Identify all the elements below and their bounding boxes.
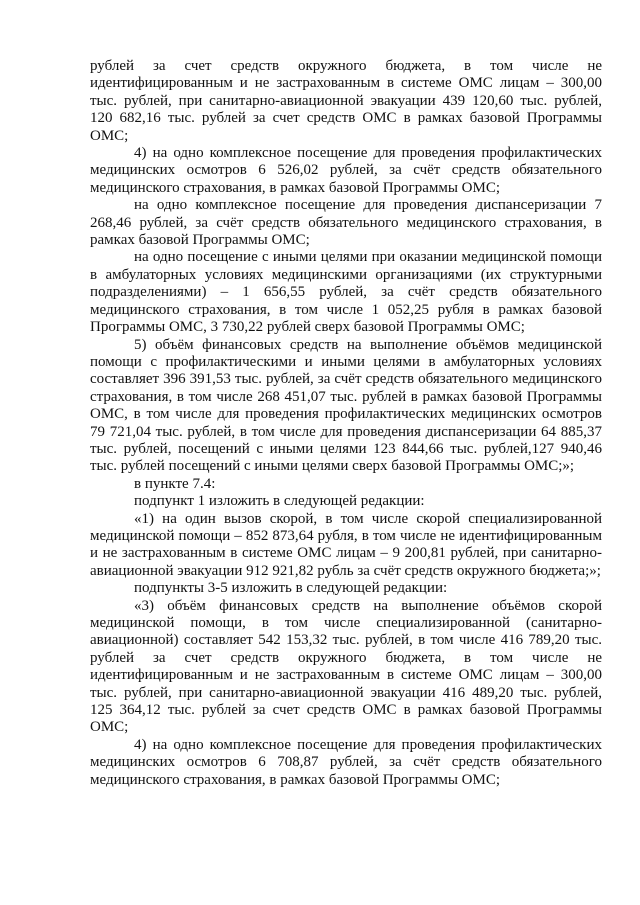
paragraph: «3) объём финансовых средств на выполнение объёмов скорой медицинской помощи, в том числе специализированной (санитарно-авиационной) составляет 542 153,32 тыс. рублей, в том числе 416 789,20 тыс. рублей за счет средств окружного бюджета, в том числе не идентифицированным и не застрахованным в системе ОМС лицам – 300,00 тыс. рублей, при санитарно-авиационной эвакуации 416 489,20 тыс. рублей, 125 364,12 тыс. рублей за счет средств ОМС в рамках базовой Программы ОМС; [90,597,602,736]
paragraph: на одно посещение с иными целями при оказании медицинской помощи в амбулаторных условиях медицинскими организациями (их структурными подразделениями) – 1 656,55 рублей, за счёт средств обязательного медицинского страхования, в том числе 1 052,25 рубля в рамках базовой Программы ОМС, 3 730,22 рублей сверх базовой Программы ОМС; [90,249,602,336]
paragraph: 5) объём финансовых средств на выполнение объёмов медицинской помощи с профилактическими и иными целями в амбулаторных условиях составляет 396 391,53 тыс. рублей, за счёт средств обязательного медицинского страхования, в том числе 268 451,07 тыс. рублей в рамках базовой Программы ОМС, в том числе для проведения профилактических медицинских осмотров 79 721,04 тыс. рублей, в том числе для проведения диспансеризации 64 885,37 тыс. рублей, посещений с иными целями 123 844,66 тыс. рублей,127 940,46 тыс. рублей посещений с иными целями сверх базовой Программы ОМС;»; [90,336,602,475]
document-body [90,58,602,789]
paragraph: подпункты 3-5 изложить в следующей редакции: [134,580,448,597]
paragraph: в пункте 7.4: [134,475,216,492]
paragraph: «1) на один вызов скорой, в том числе скорой специализированной медицинской помощи – 852 873,64 рубля, в том числе не идентифицированным и не застрахованным в системе ОМС лицам – 9 200,81 рублей, при санитарно-авиационной эвакуации 912 921,82 рубль за счёт средств окружного бюджета;»; [90,510,602,579]
paragraph: подпункт 1 изложить в следующей редакции: [134,493,425,510]
paragraph: на одно комплексное посещение для проведения диспансеризации 7 268,46 рублей, за счёт средств обязательного медицинского страхования, в рамках базовой Программы ОМС; [90,197,602,249]
paragraph: 4) на одно комплексное посещение для проведения профилактических медицинских осмотров 6 526,02 рублей, за счёт средств обязательного медицинского страхования, в рамках базовой Программы ОМС; [90,145,602,196]
paragraph: 4) на одно комплексное посещение для проведения профилактических медицинских осмотров 6 708,87 рублей, за счёт средств обязательного медицинского страхования, в рамках базовой Программы ОМС; [90,736,602,788]
paragraph: рублей за счет средств окружного бюджета, в том числе не идентифицированным и не застрахованным в системе ОМС лицам – 300,00 тыс. рублей, при санитарно-авиационной эвакуации 439 120,60 тыс. рублей, 120 682,16 тыс. рублей за счет средств ОМС в рамках базовой Программы ОМС; [90,58,602,144]
